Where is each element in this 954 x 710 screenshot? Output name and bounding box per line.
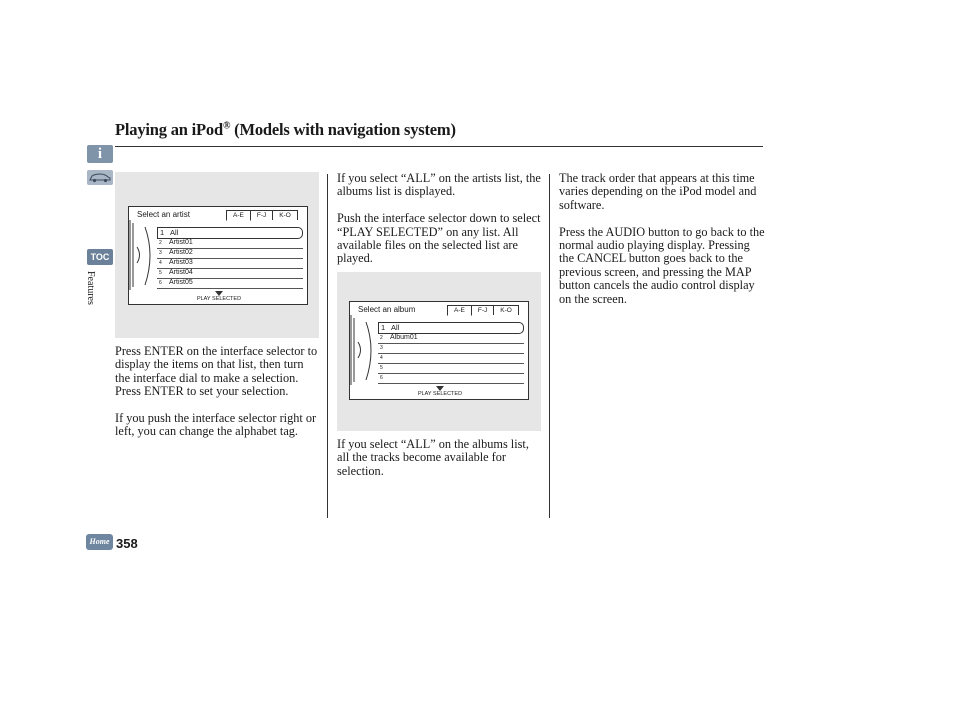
section-label: Features [85, 271, 96, 305]
tab-f-j[interactable]: F-J [250, 210, 273, 220]
column-divider-2 [549, 174, 550, 518]
album-list [378, 322, 524, 384]
list-item[interactable]: 2 Artist01 [157, 238, 303, 249]
artist-screen [128, 206, 308, 305]
list-item[interactable]: 1 All [157, 227, 303, 239]
alphabet-tabs [448, 305, 519, 316]
tab-a-e[interactable]: A-E [226, 210, 251, 221]
screen-title: Select an artist [137, 210, 190, 219]
col2-text-top [337, 172, 543, 266]
paragraph: Press the AUDIO button to go back to the normal audio playing display. Pressing the CANCEL button goes back to the previous screen, and pressing the MAP button cancels the audio control display on the screen. [559, 224, 765, 306]
paragraph: Press ENTER on the interface selector to display the items on that list, then turn the interface dial to make a selection. Press ENTER to set your selection. [115, 344, 318, 399]
list-item[interactable]: 5 [378, 363, 524, 374]
car-icon [87, 170, 113, 185]
dial-arc-icon [129, 219, 157, 291]
paragraph: Push the interface selector down to select “PLAY SELECTED” on any list. All available files on the selected list are played. [337, 211, 541, 266]
col1-text [115, 345, 321, 439]
col3-text [559, 172, 765, 306]
paragraph: If you push the interface selector right or left, you can change the alphabet tag. [115, 411, 317, 439]
paragraph: If you select “ALL” on the albums list, all the tracks become available for selection. [337, 437, 529, 478]
list-item[interactable]: 4 Artist03 [157, 258, 303, 269]
list-item[interactable]: 3 Artist02 [157, 248, 303, 259]
info-icon-button[interactable]: i [87, 145, 113, 163]
list-item[interactable]: 1 All [378, 322, 524, 334]
list-item[interactable]: 3 [378, 343, 524, 354]
tab-a-e[interactable]: A-E [447, 305, 472, 316]
toc-button[interactable]: TOC [87, 249, 113, 265]
paragraph: If you select “ALL” on the artists list, the albums list is displayed. [337, 171, 541, 199]
screen-title: Select an album [358, 305, 416, 314]
list-item[interactable]: 4 [378, 353, 524, 364]
tab-f-j[interactable]: F-J [471, 305, 494, 315]
tab-k-o[interactable]: K-O [272, 210, 298, 220]
play-selected-button[interactable]: PLAY SELECTED [189, 291, 249, 302]
car-icon-button[interactable] [87, 170, 113, 185]
page-number: 358 [116, 536, 138, 551]
tab-k-o[interactable]: K-O [493, 305, 519, 315]
list-item[interactable]: 6 Artist05 [157, 278, 303, 289]
column-divider-1 [327, 174, 328, 518]
list-item[interactable]: 2 Album01 [378, 333, 524, 344]
page-title: Playing an iPod® (Models with navigation system) [115, 120, 456, 139]
play-selected-button[interactable]: PLAY SELECTED [410, 386, 470, 397]
alphabet-tabs [227, 210, 298, 221]
home-button[interactable]: Home [86, 534, 113, 550]
album-screen-illustration [337, 272, 541, 431]
artist-screen-illustration [115, 172, 319, 338]
paragraph: The track order that appears at this time varies depending on the iPod model and software. [559, 171, 757, 212]
artist-list [157, 227, 303, 289]
list-item[interactable]: 6 [378, 373, 524, 384]
title-divider [115, 146, 763, 147]
dial-arc-icon [350, 314, 378, 386]
list-item[interactable]: 5 Artist04 [157, 268, 303, 279]
album-screen [349, 301, 529, 400]
col2-text-bottom [337, 438, 543, 478]
